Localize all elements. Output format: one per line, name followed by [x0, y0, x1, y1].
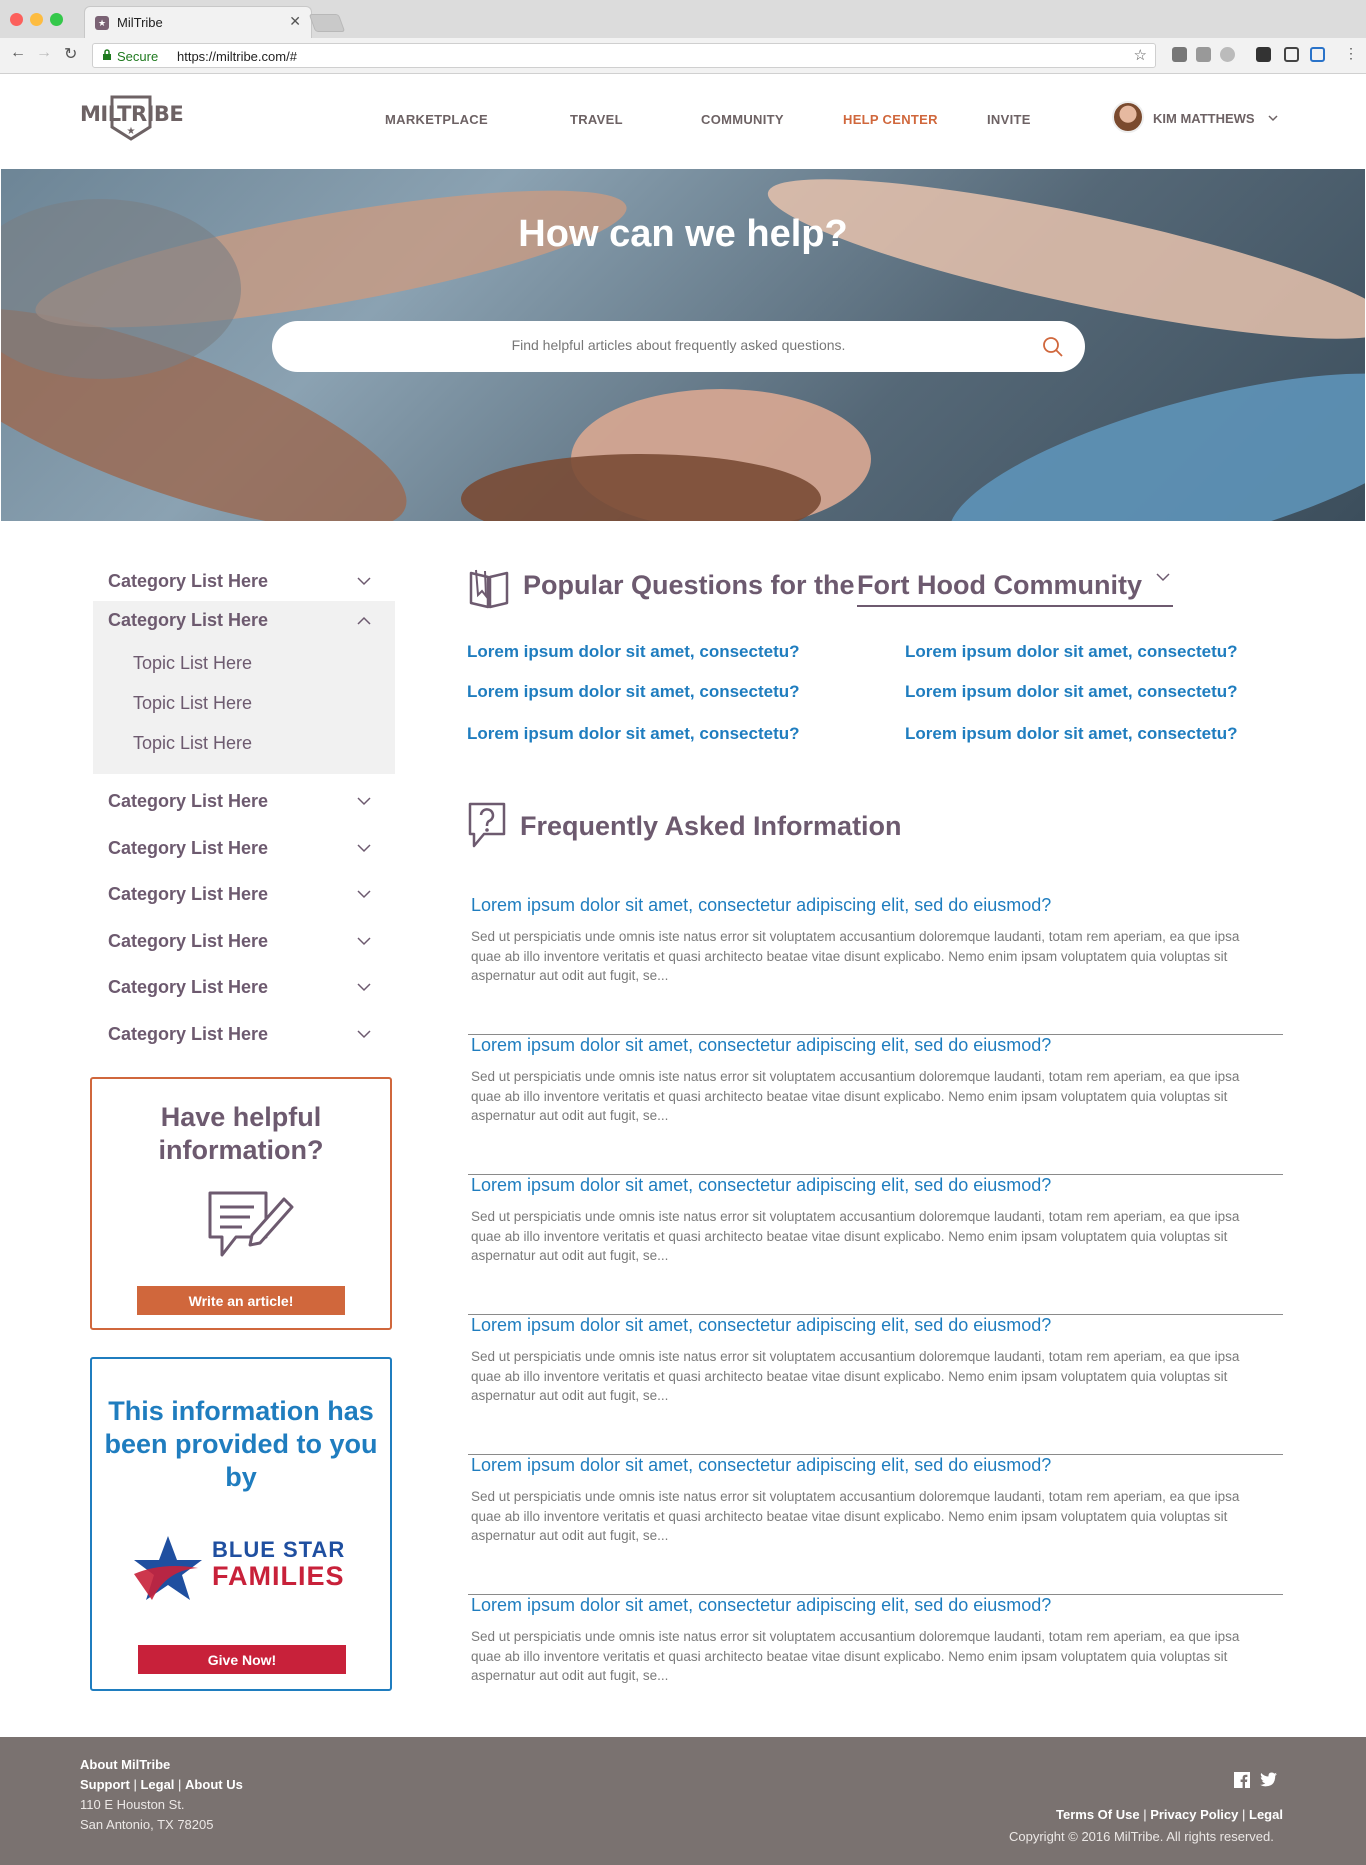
- topic-item[interactable]: Topic List Here: [133, 733, 253, 753]
- sponsor-name-line2: FAMILIES: [212, 1561, 345, 1591]
- search-placeholder: Find helpful articles about frequently asked questions.: [511, 337, 846, 353]
- star-icon: [132, 1534, 204, 1602]
- faq-item: [468, 895, 1283, 1035]
- footer-about-us-link[interactable]: About Us: [185, 1777, 243, 1792]
- copyright: Copyright © 2016 MilTribe. All rights reserved.: [1009, 1829, 1274, 1844]
- popular-question-link[interactable]: Lorem ipsum dolor sit amet, consectetu?: [467, 642, 800, 661]
- user-name[interactable]: KIM MATTHEWS: [1153, 111, 1255, 126]
- separator: |: [178, 1777, 186, 1792]
- chevron-down-icon: [357, 844, 371, 853]
- lock-icon: [102, 49, 112, 60]
- nav-travel[interactable]: TRAVEL: [570, 112, 623, 127]
- popular-questions-title: Popular Questions for the: [523, 570, 855, 600]
- sidebar-category[interactable]: [93, 562, 395, 602]
- logo-text: MILTRIBE: [80, 102, 184, 126]
- give-now-button[interactable]: Give Now!: [138, 1645, 346, 1674]
- sidebar-category[interactable]: [93, 1015, 395, 1055]
- popular-question-link[interactable]: Lorem ipsum dolor sit amet, consectetu?: [467, 682, 800, 701]
- category-label: Category List Here: [108, 931, 269, 951]
- secure-label: Secure: [117, 49, 159, 64]
- faq-question-link[interactable]: Lorem ipsum dolor sit amet, consectetur adipiscing elit, sed do eiusmod?: [471, 1315, 1052, 1335]
- minimize-window-button[interactable]: [30, 13, 43, 26]
- terms-link[interactable]: Terms Of Use: [1056, 1807, 1140, 1822]
- faq-answer: Sed ut perspiciatis unde omnis iste natus error sit voluptatem accusantium doloremque laudanti, totam rem aperiam, ea que ipsa quae ab illo inventore veritatis et quasi architecto beatae vitae disunt explicabo. Nemo enim ipsam voluptatem quia voluptas sit aspernatur aut odit aut fugit, se...: [471, 1489, 1240, 1543]
- faq-item: [468, 1175, 1283, 1315]
- category-label: Category List Here: [108, 838, 269, 858]
- faq-answer: Sed ut perspiciatis unde omnis iste natus error sit voluptatem accusantium doloremque laudanti, totam rem aperiam, ea que ipsa quae ab illo inventore veritatis et quasi architecto beatae vitae disunt explicabo. Nemo enim ipsam voluptatem quia voluptas sit aspernatur aut odit aut fugit, se...: [471, 929, 1240, 983]
- write-article-card: [90, 1077, 392, 1330]
- category-label: Category List Here: [108, 884, 269, 904]
- avatar[interactable]: [1112, 101, 1144, 133]
- privacy-link[interactable]: Privacy Policy: [1150, 1807, 1239, 1822]
- close-window-button[interactable]: [10, 13, 23, 26]
- browser-tab[interactable]: [84, 6, 312, 38]
- chevron-up-icon[interactable]: [357, 616, 371, 625]
- facebook-icon[interactable]: [1234, 1772, 1250, 1788]
- book-icon: [468, 567, 510, 609]
- sidebar-category[interactable]: [93, 875, 395, 915]
- twitter-icon[interactable]: [1260, 1772, 1277, 1787]
- chevron-down-icon: [357, 890, 371, 899]
- back-icon[interactable]: ←: [10, 44, 26, 61]
- extension-icon[interactable]: [1220, 47, 1235, 62]
- site-header: [0, 75, 1366, 169]
- chevron-down-icon: [357, 983, 371, 992]
- category-label: Category List Here: [108, 610, 269, 630]
- faq-answer: Sed ut perspiciatis unde omnis iste natus error sit voluptatem accusantium doloremque laudanti, totam rem aperiam, ea que ipsa quae ab illo inventore veritatis et quasi architecto beatae vitae disunt explicabo. Nemo enim ipsam voluptatem quia voluptas sit aspernatur aut odit aut fugit, se...: [471, 1349, 1240, 1403]
- faq-item: [468, 1455, 1283, 1595]
- menu-dots-icon[interactable]: ⋮: [1344, 45, 1358, 61]
- hero-banner: [1, 169, 1365, 521]
- nav-help-center[interactable]: HELP CENTER: [843, 112, 938, 127]
- chevron-down-icon: [357, 1030, 371, 1039]
- svg-text:★: ★: [126, 126, 136, 137]
- maximize-window-button[interactable]: [50, 13, 63, 26]
- blue-star-families-logo[interactable]: [132, 1534, 347, 1604]
- sidebar-category[interactable]: [93, 782, 395, 822]
- separator: |: [1242, 1807, 1249, 1822]
- chevron-down-icon: [357, 797, 371, 806]
- hero-title: How can we help?: [518, 213, 848, 255]
- footer-about[interactable]: About MilTribe: [80, 1757, 171, 1772]
- browser-chrome: [0, 0, 1366, 74]
- site-footer: [0, 1737, 1366, 1865]
- new-tab-button[interactable]: [309, 14, 346, 32]
- faq-answer: Sed ut perspiciatis unde omnis iste natus error sit voluptatem accusantium doloremque laudanti, totam rem aperiam, ea que ipsa quae ab illo inventore veritatis et quasi architecto beatae vitae disunt explicabo. Nemo enim ipsam voluptatem quia voluptas sit aspernatur aut odit aut fugit, se...: [471, 1069, 1240, 1123]
- write-note-icon: [206, 1187, 296, 1265]
- faq-question-link[interactable]: Lorem ipsum dolor sit amet, consectetur adipiscing elit, sed do eiusmod?: [471, 1035, 1052, 1055]
- faq-title: Frequently Asked Information: [520, 811, 902, 841]
- category-label: Category List Here: [108, 1024, 269, 1044]
- faq-question-link[interactable]: Lorem ipsum dolor sit amet, consectetur adipiscing elit, sed do eiusmod?: [471, 1175, 1052, 1195]
- category-label: Category List Here: [108, 977, 269, 997]
- sidebar-category[interactable]: [93, 829, 395, 869]
- search-input[interactable]: [272, 321, 1085, 372]
- helpful-title: Have helpful information?: [158, 1102, 324, 1165]
- extension-icon[interactable]: [1310, 47, 1325, 62]
- footer-address-line2: San Antonio, TX 78205: [80, 1817, 214, 1832]
- popular-question-link[interactable]: Lorem ipsum dolor sit amet, consectetu?: [905, 642, 1238, 661]
- bookmark-star-icon[interactable]: ☆: [1133, 47, 1147, 64]
- nav-community[interactable]: COMMUNITY: [701, 112, 784, 127]
- extension-icon[interactable]: [1196, 47, 1211, 62]
- reload-icon[interactable]: ↻: [64, 46, 78, 63]
- category-label: Category List Here: [108, 571, 269, 591]
- popular-question-link[interactable]: Lorem ipsum dolor sit amet, consectetu?: [905, 682, 1238, 701]
- chevron-down-icon[interactable]: [1156, 573, 1170, 582]
- faq-answer: Sed ut perspiciatis unde omnis iste natus error sit voluptatem accusantium doloremque laudanti, totam rem aperiam, ea que ipsa quae ab illo inventore veritatis et quasi architecto beatae vitae disunt explicabo. Nemo enim ipsam voluptatem quia voluptas sit aspernatur aut odit aut fugit, se...: [471, 1629, 1240, 1683]
- faq-answer: Sed ut perspiciatis unde omnis iste natus error sit voluptatem accusantium doloremque laudanti, totam rem aperiam, ea que ipsa quae ab illo inventore veritatis et quasi architecto beatae vitae disunt explicabo. Nemo enim ipsam voluptatem quia voluptas sit aspernatur aut odit aut fugit, se...: [471, 1209, 1240, 1263]
- url-text[interactable]: https://miltribe.com/#: [177, 49, 297, 64]
- separator: |: [133, 1777, 141, 1792]
- forward-icon[interactable]: →: [36, 44, 52, 61]
- footer-support-link[interactable]: Support: [80, 1777, 130, 1792]
- faq-question-link[interactable]: Lorem ipsum dolor sit amet, consectetur adipiscing elit, sed do eiusmod?: [471, 895, 1052, 915]
- faq-question-link[interactable]: Lorem ipsum dolor sit amet, consectetur adipiscing elit, sed do eiusmod?: [471, 1455, 1052, 1475]
- faq-item: [468, 1595, 1283, 1735]
- footer-links: [80, 1777, 243, 1792]
- faq-item: [468, 1035, 1283, 1175]
- sidebar-category[interactable]: [93, 968, 395, 1008]
- topic-item[interactable]: Topic List Here: [133, 693, 253, 713]
- address-bar[interactable]: [92, 43, 1156, 68]
- footer-address-line1: 110 E Houston St.: [80, 1797, 185, 1812]
- sponsor-card: [90, 1357, 392, 1691]
- topic-item[interactable]: Topic List Here: [133, 653, 253, 673]
- search-icon[interactable]: [1041, 335, 1065, 359]
- chevron-down-icon[interactable]: [1268, 113, 1278, 123]
- legal-link[interactable]: Legal: [1249, 1807, 1283, 1822]
- extension-icon[interactable]: [1284, 47, 1299, 62]
- tab-title: MilTribe: [117, 15, 163, 30]
- community-select[interactable]: Fort Hood Community: [857, 570, 1173, 607]
- extension-icon[interactable]: [1256, 47, 1271, 62]
- extension-icon[interactable]: [1172, 47, 1187, 62]
- sponsor-title: This information has been provided to you by: [104, 1396, 378, 1492]
- faq-item: [468, 1315, 1283, 1455]
- close-tab-icon[interactable]: ✕: [289, 13, 301, 29]
- write-article-button[interactable]: Write an article!: [137, 1286, 345, 1315]
- popular-question-link[interactable]: Lorem ipsum dolor sit amet, consectetu?: [467, 724, 800, 743]
- popular-question-link[interactable]: Lorem ipsum dolor sit amet, consectetu?: [905, 724, 1238, 743]
- category-label: Category List Here: [108, 791, 269, 811]
- chevron-down-icon: [357, 937, 371, 946]
- favicon-icon: ★: [95, 16, 109, 30]
- chevron-down-icon: [357, 577, 371, 586]
- sidebar-category[interactable]: [93, 922, 395, 962]
- footer-legal-links: [1056, 1807, 1283, 1822]
- nav-invite[interactable]: INVITE: [987, 112, 1031, 127]
- separator: |: [1143, 1807, 1151, 1822]
- sidebar-category-expanded[interactable]: [93, 601, 395, 774]
- question-bubble-icon: [466, 800, 508, 848]
- faq-question-link[interactable]: Lorem ipsum dolor sit amet, consectetur adipiscing elit, sed do eiusmod?: [471, 1595, 1052, 1615]
- footer-legal-link[interactable]: Legal: [140, 1777, 175, 1792]
- tab-bar: [0, 0, 1366, 38]
- sponsor-name-line1: BLUE STAR: [212, 1537, 346, 1562]
- miltribe-logo[interactable]: [80, 95, 190, 143]
- nav-marketplace[interactable]: MARKETPLACE: [385, 112, 488, 127]
